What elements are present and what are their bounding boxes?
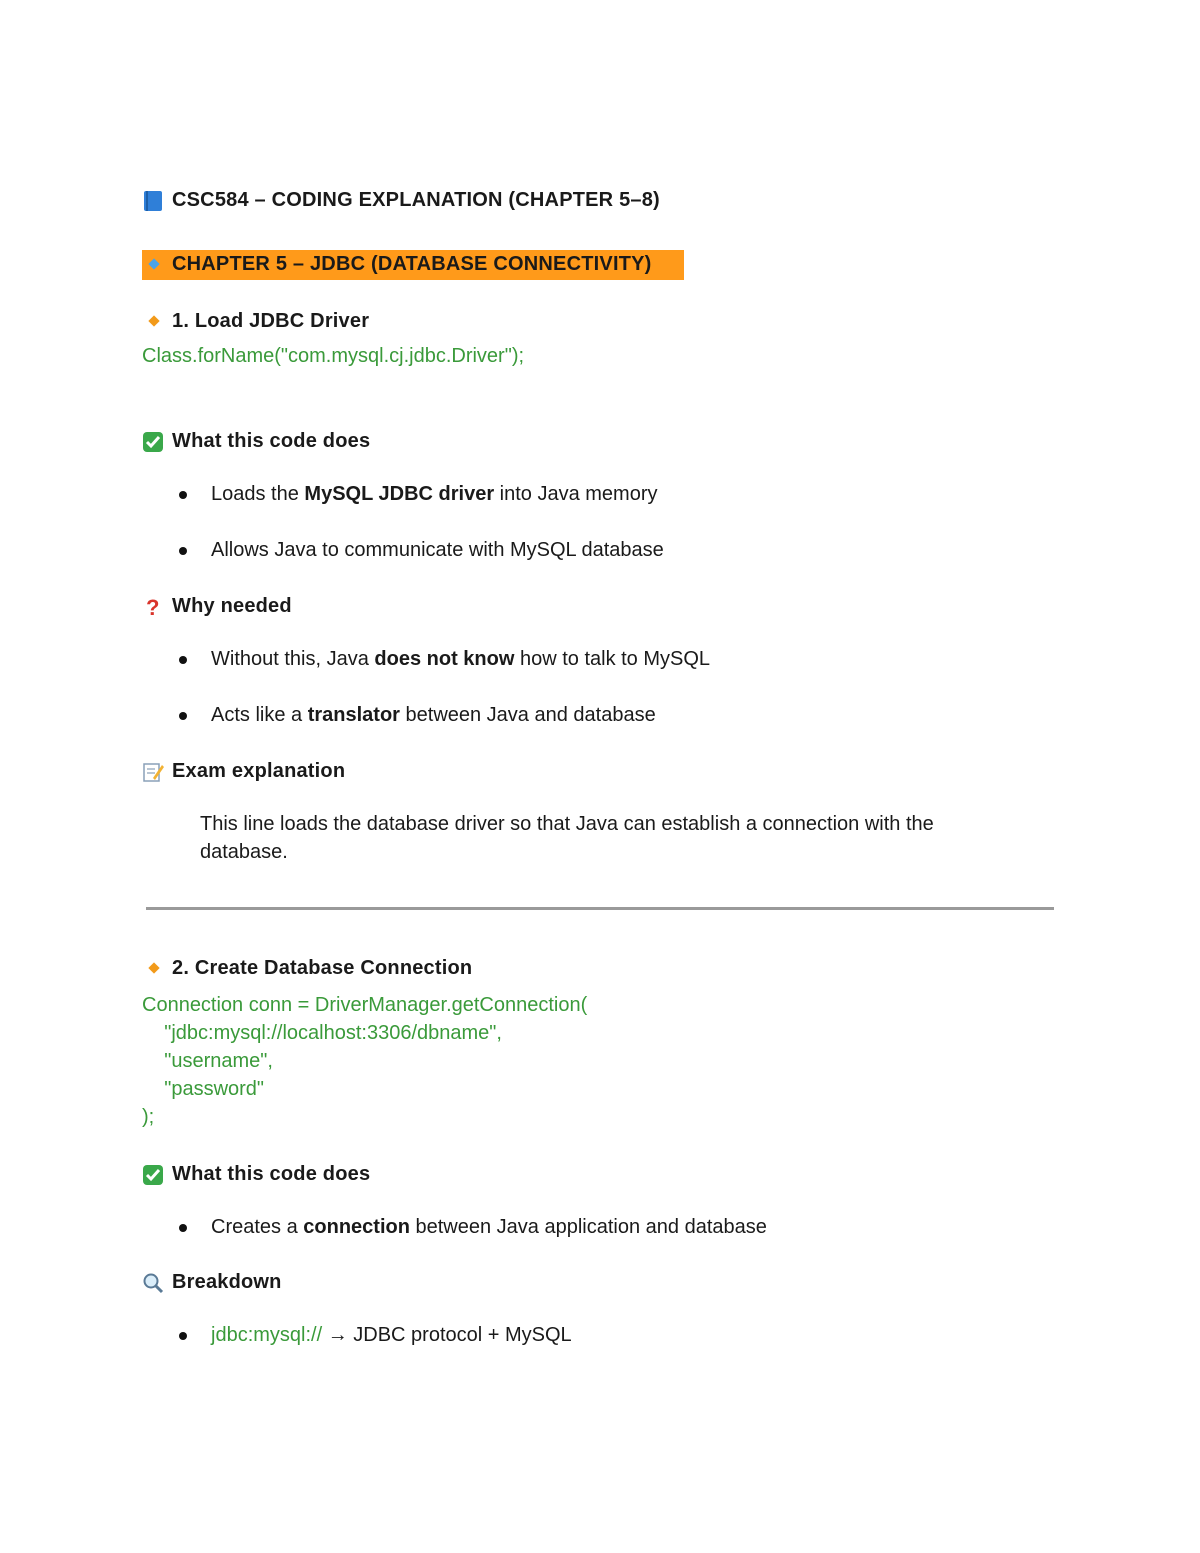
item-text: how to talk to MySQL	[514, 648, 711, 670]
item-bold: does not know	[374, 648, 515, 670]
book-icon	[142, 190, 164, 212]
why-heading	[142, 595, 292, 618]
bullet	[179, 1224, 187, 1232]
item-code: jdbc:mysql://	[211, 1324, 323, 1346]
section2-heading	[142, 957, 472, 980]
item-bold: translator	[307, 704, 400, 726]
code-line: );	[142, 1106, 155, 1128]
item-text: between Java application and database	[409, 1216, 767, 1238]
what-heading	[142, 430, 370, 453]
exam-heading	[142, 760, 345, 783]
breakdown-heading-text: Breakdown	[172, 1271, 282, 1293]
item-bold: connection	[303, 1216, 410, 1238]
list-item	[211, 483, 658, 506]
what-heading-text: What this code does	[172, 430, 371, 452]
list-item	[211, 1216, 767, 1239]
bullet	[179, 1332, 187, 1340]
bullet	[179, 656, 187, 664]
exam-text-line2: database.	[200, 841, 288, 863]
title-text: CSC584 – CODING EXPLANATION (CHAPTER 5–8)	[172, 189, 660, 211]
bullet	[179, 547, 187, 555]
code-line: "username",	[142, 1050, 273, 1072]
item-text: Acts like a	[211, 704, 308, 726]
chapter-heading	[142, 253, 652, 276]
breakdown-heading	[142, 1271, 282, 1294]
document-title	[142, 189, 660, 212]
list-item	[211, 704, 656, 727]
item-text: Loads the	[211, 483, 305, 505]
check-icon	[142, 1164, 164, 1186]
chapter-label: CHAPTER 5 – JDBC (DATABASE CONNECTIVITY)	[172, 253, 652, 275]
what-heading-2	[142, 1163, 370, 1186]
item-text: into Java memory	[494, 483, 658, 505]
item-text: Without this, Java	[211, 648, 375, 670]
item-text: between Java and database	[399, 704, 656, 726]
check-icon	[142, 431, 164, 453]
list-item	[211, 1324, 572, 1347]
diamond-icon	[148, 962, 159, 973]
diamond-icon	[148, 315, 159, 326]
list-item: Allows Java to communicate with MySQL database	[211, 539, 664, 561]
section1-code: Class.forName("com.mysql.cj.jdbc.Driver");	[142, 345, 525, 367]
code-line: "password"	[142, 1078, 265, 1100]
what-heading-2-text: What this code does	[172, 1163, 371, 1185]
why-heading-text: Why needed	[172, 595, 292, 617]
question-icon	[142, 596, 164, 618]
item-bold: MySQL JDBC driver	[304, 483, 495, 505]
svg-text:?: ?	[146, 595, 160, 618]
code-line: Connection conn = DriverManager.getConnection(	[142, 994, 588, 1016]
section2-heading-text: 2. Create Database Connection	[172, 957, 473, 979]
magnifier-icon	[142, 1272, 164, 1294]
memo-icon	[142, 761, 164, 783]
item-text: → JDBC protocol + MySQL	[322, 1324, 572, 1346]
bullet	[179, 491, 187, 499]
item-text: Creates a	[211, 1216, 304, 1238]
divider	[146, 907, 1054, 910]
list-item	[211, 648, 710, 671]
exam-text-line1: This line loads the database driver so that Java can establish a connection with the	[200, 813, 934, 835]
section2-code	[142, 991, 587, 1131]
diamond-icon	[148, 258, 159, 269]
bullet	[179, 712, 187, 720]
code-line: "jdbc:mysql://localhost:3306/dbname",	[142, 1022, 502, 1044]
exam-heading-text: Exam explanation	[172, 760, 346, 782]
section1-heading	[142, 310, 369, 333]
section1-heading-text: 1. Load JDBC Driver	[172, 310, 370, 332]
